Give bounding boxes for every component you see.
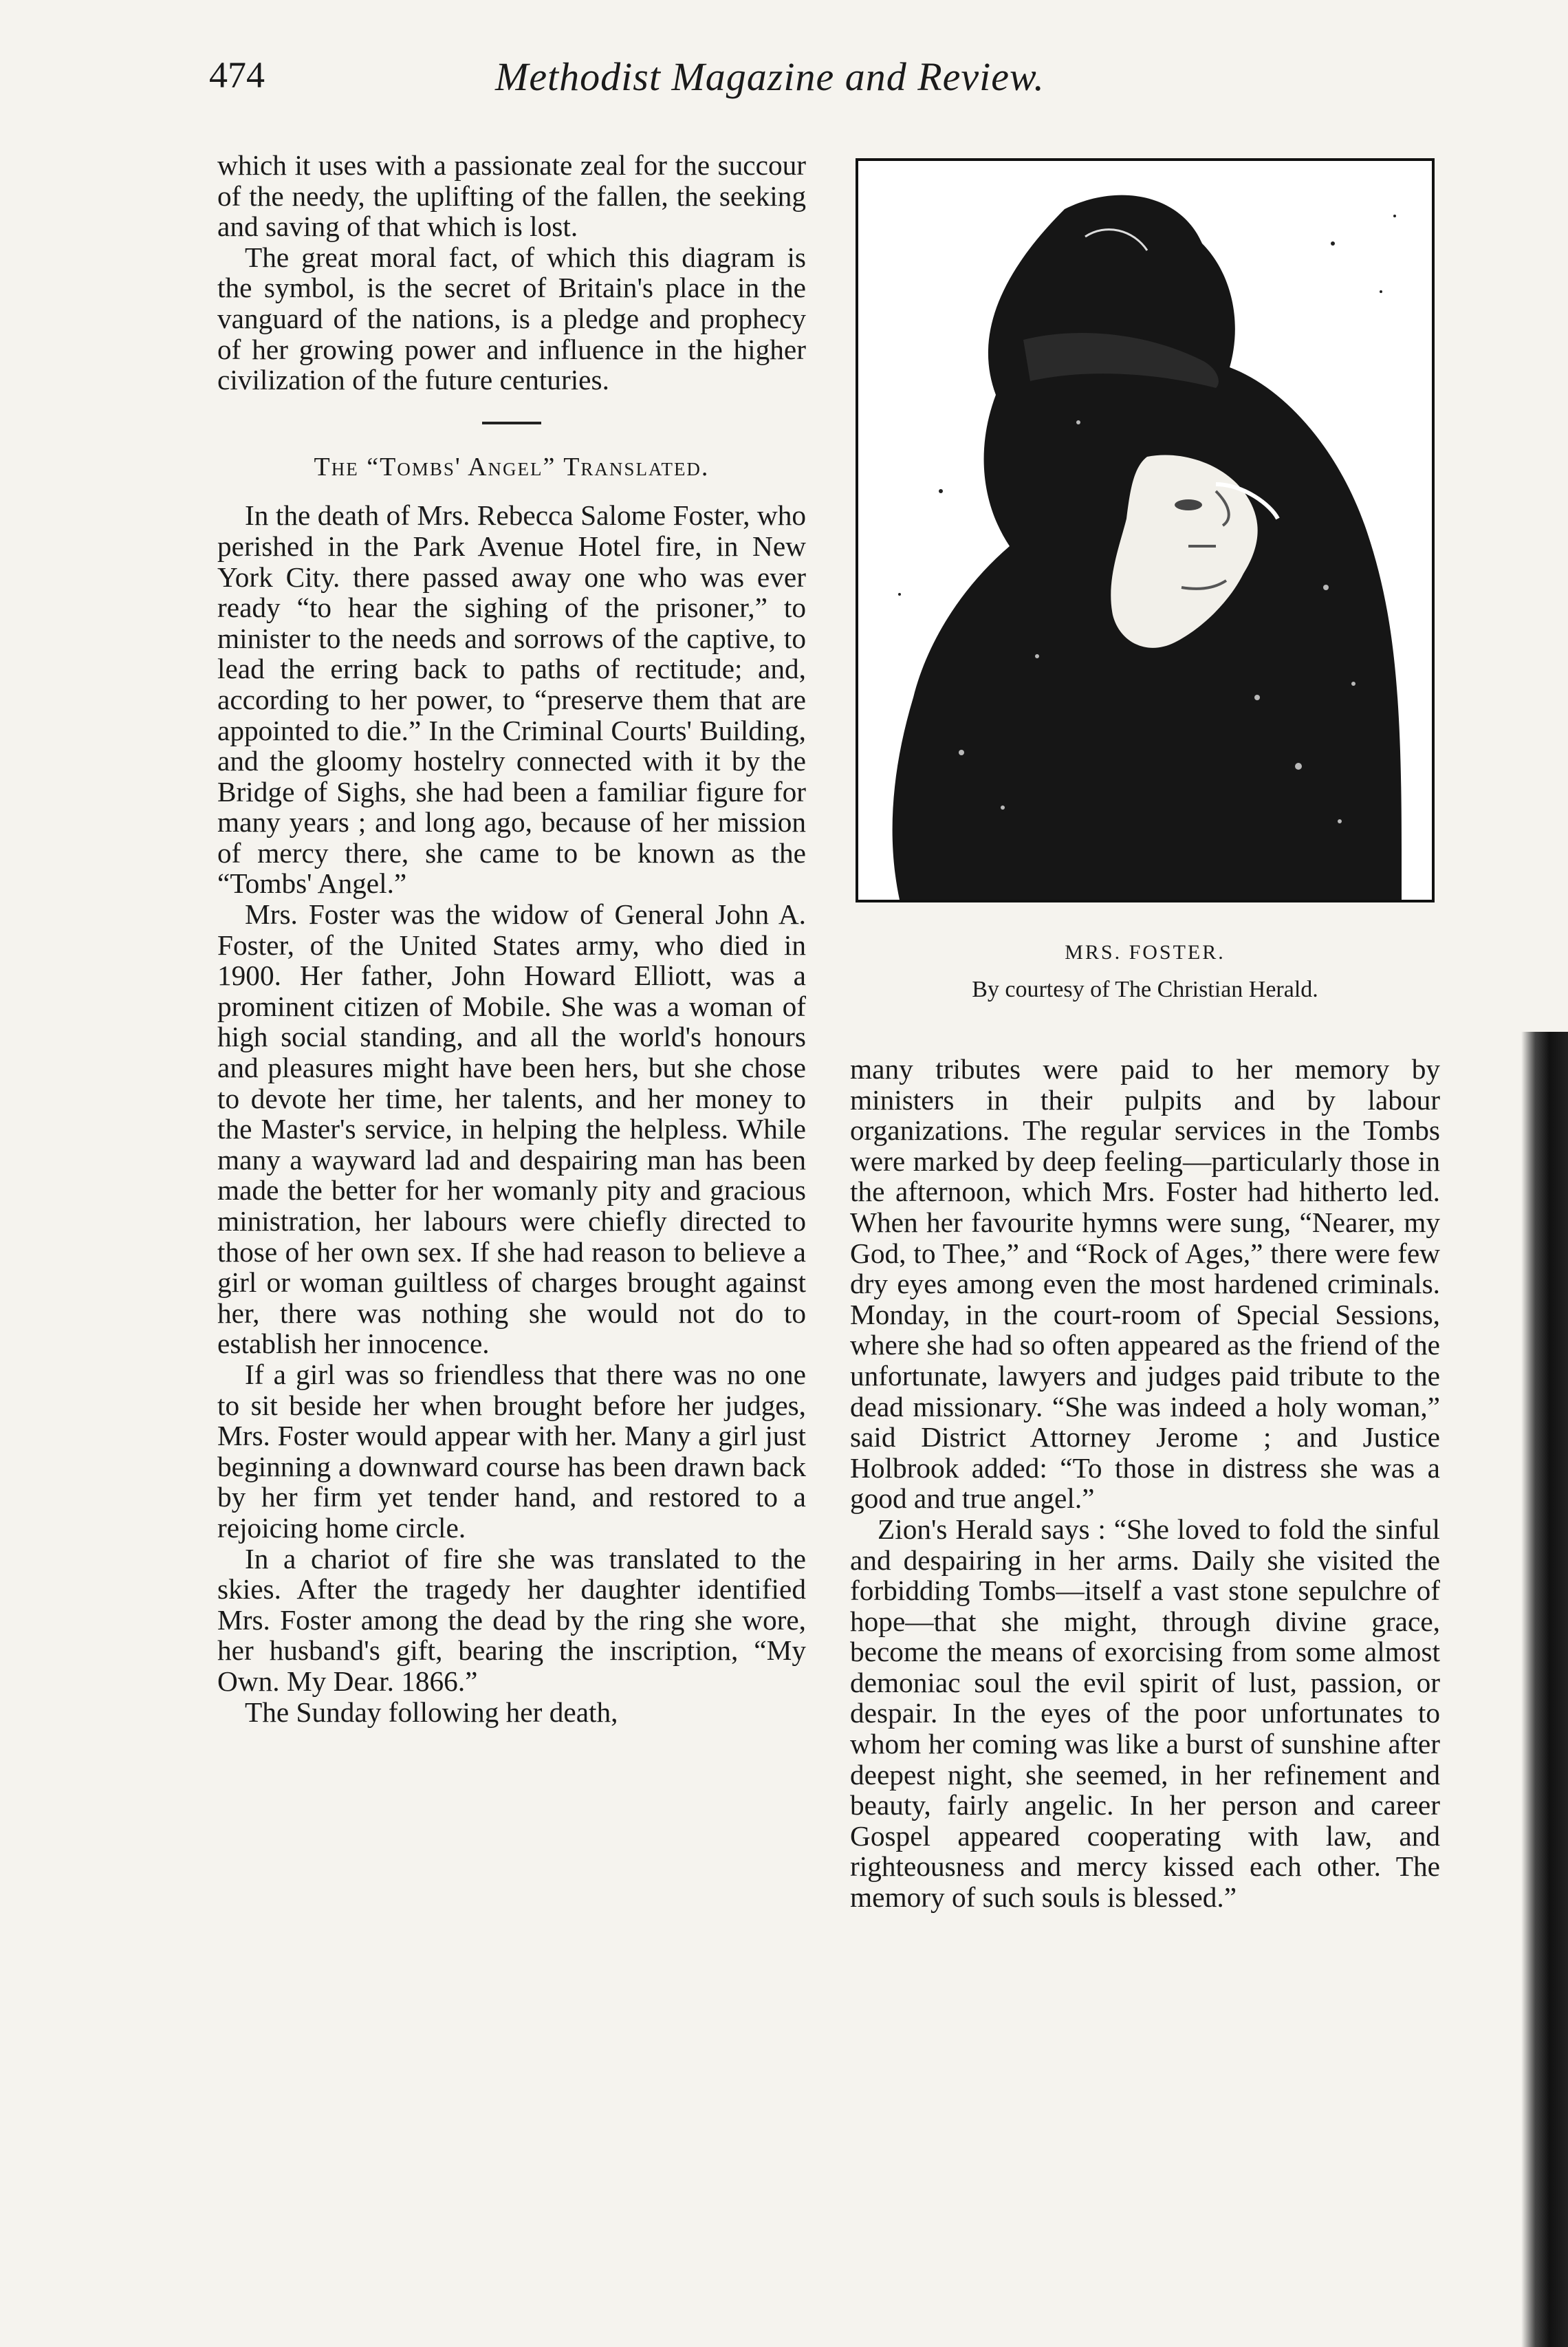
page-header [0, 54, 1568, 109]
running-title: Methodist Magazine and Review. [495, 54, 1045, 99]
left-column [217, 150, 806, 1727]
paragraph: Mrs. Foster was the widow of General John A. Foster, of the United States army, who died in 1900. Her father, John Howard Elliott, was a prominent citizen of Mobile. She was a woman of high social standing, and all the world's honours and pleasures might have been hers, but she chose to devote her time, her talents, and her money to the Master's service, in helping the helpless. While many a wayward lad and despairing man has been made the better for her womanly pity and gracious ministration, her labours were chiefly directed to those of her own sex. If she had reason to believe a girl or woman guiltless of charges brought against her, there was nothing she would not do to establish her innocence. [217, 898, 806, 1360]
paragraph: many tributes were paid to her memory by ministers in their pulpits and by labour organizations. The regular services in the Tombs were marked by deep feeling—particularly those in the afternoon, which Mrs. Foster had hitherto led. When her favourite hymns were sung, “Nearer, my God, to Thee,” and “Rock of Ages,” there were few dry eyes among even the most hardened criminals. Monday, in the court-room of Special Sessions, where she had so often appeared as the friend of the unfortunate, lawyers and judges paid tribute to the dead missionary. “She was indeed a holy woman,” said District Attorney Jerome ; and Justice Holbrook added: “To those in distress she was a good and true angel.” [850, 1053, 1440, 1515]
portrait-photo [856, 158, 1435, 902]
paragraph: The Sunday following her death, [245, 1696, 618, 1728]
paragraph: Zion's Herald says : “She loved to fold the sinful and despairing in her arms. Daily she visited the forbidding Tombs—itself a vast stone sepulchre of hope—that she might, through divine grace, become the means of exorcising from some almost demoniac soul the evil spirit of lust, passion, or despair. In the eyes of the poor unfortunates to whom her coming was like a burst of sunshine after deepest night, she seemed, in her refinement and beauty, fairly angelic. In her person and career Gospel appeared cooperating with law, and righteousness and mercy kissed each other. The memory of such souls is blessed.” [850, 1513, 1440, 1914]
paragraph: If a girl was so friendless that there was no one to sit beside her when brought before her judges, Mrs. Foster would appear with her. Many a girl just beginning a downward course has been drawn back by her firm yet tender hand, and restored to a rejoicing home circle. [217, 1358, 806, 1544]
page-number: 474 [209, 54, 265, 96]
page-binding-edge [1521, 1032, 1568, 2347]
paragraph: In the death of Mrs. Rebecca Salome Foster, who perished in the Park Avenue Hotel fire, in New York City. there passed away one who was ever ready “to hear the sighing of the prisoner,” to minister to the needs and sorrows of the captive, to lead the erring back to paths of rectitude; and, according to her power, to “preserve them that are appointed to die.” In the Criminal Courts' Building, and the gloomy hostelry connected with it by the Bridge of Sighs, she had been a familiar figure for many years ; and long ago, because of her mission of mercy there, she came to be known as the “Tombs' Angel.” [217, 499, 806, 900]
paragraph: In a chariot of fire she was translated to the skies. After the tragedy her daughter identified Mrs. Foster among the dead by the ring she wore, her husband's gift, bearing the inscription, “My Own. My Dear. 1866.” [217, 1542, 806, 1697]
section-divider [482, 422, 541, 424]
figure-caption: MRS. FOSTER. [1065, 941, 1226, 964]
figure-credit: By courtesy of The Christian Herald. [972, 977, 1318, 1002]
right-column [850, 1054, 1440, 1913]
portrait-illustration [858, 161, 1432, 900]
paragraph: which it uses with a passionate zeal for the succour of the needy, the uplifting of the fallen, the seeking and saving of that which is lost. [217, 149, 806, 243]
section-heading: The “Tombs' Angel” Translated. [314, 452, 710, 482]
paragraph: The great moral fact, of which this diagram is the symbol, is the secret of Britain's place in the vanguard of the nations, is a pledge and prophecy of her growing power and influence in the higher civilization of the future centuries. [217, 241, 806, 396]
